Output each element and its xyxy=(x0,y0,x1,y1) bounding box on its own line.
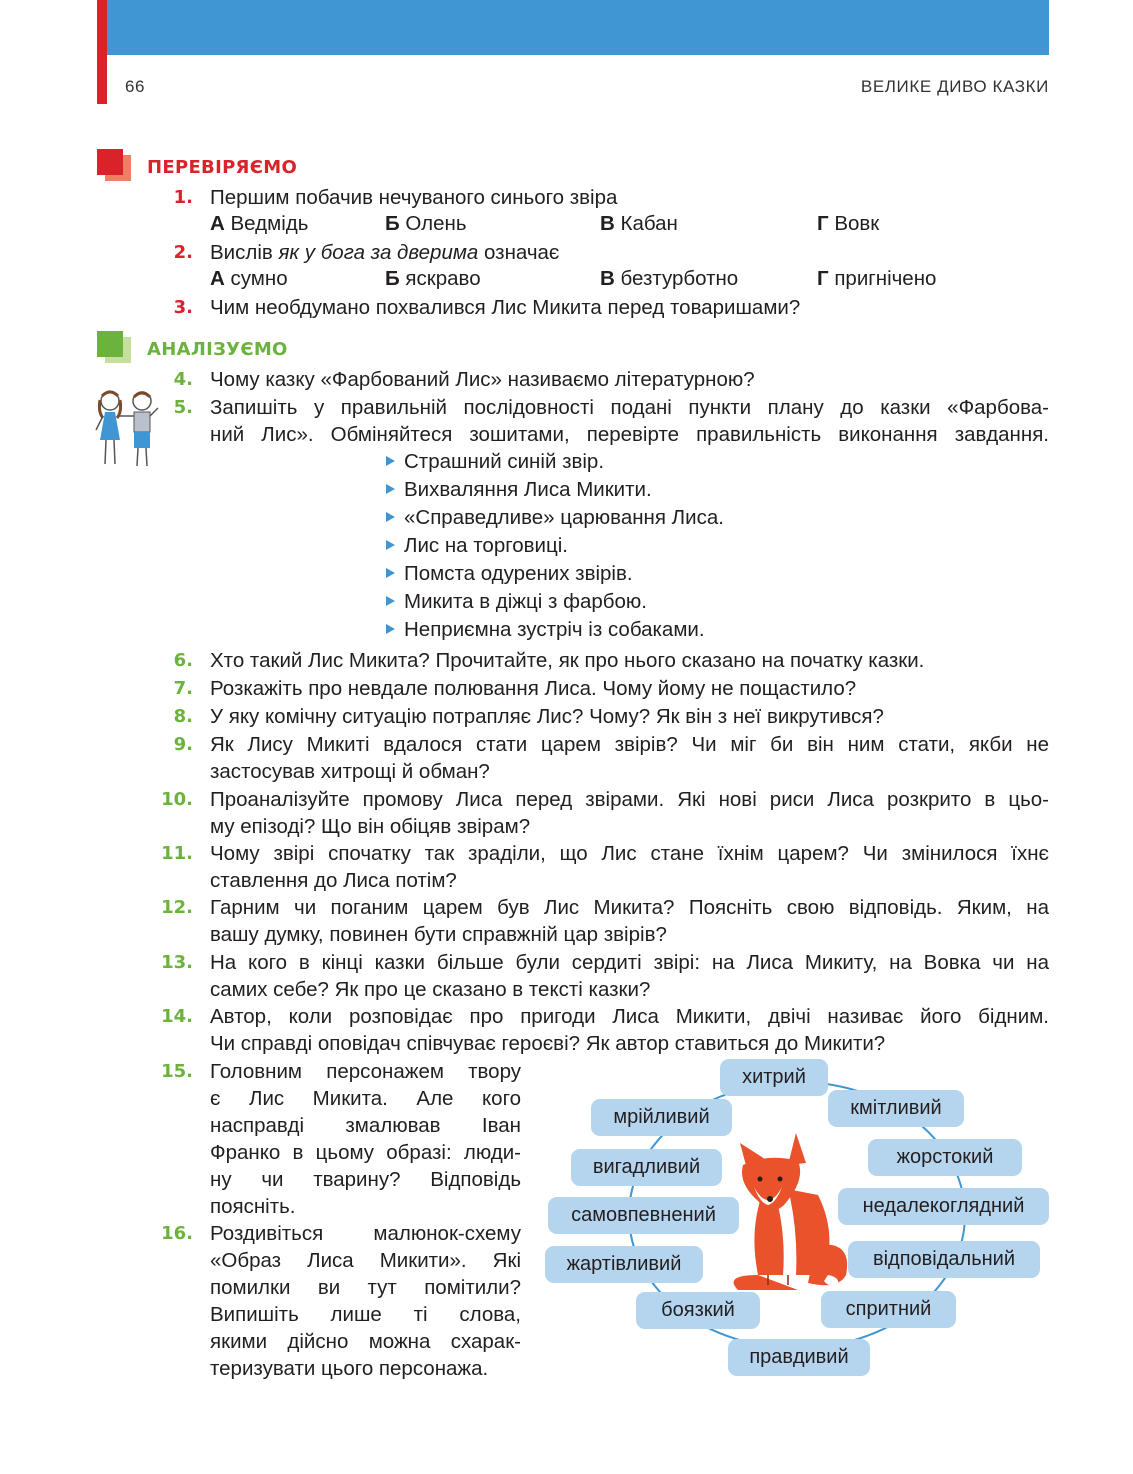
question-text-line: ставлення до Лиса потім? xyxy=(210,869,457,892)
question-number: 14. xyxy=(161,1006,193,1027)
question-text: Чим необдумано похвалився Лис Микита перед товаришами? xyxy=(210,296,801,319)
question-number: 5. xyxy=(173,397,193,418)
plan-item: Страшний синій звір. xyxy=(386,448,604,476)
question-text-line: помилки ви тут помітили? xyxy=(210,1276,521,1299)
section-title-check: ПЕРЕВІРЯЄМО xyxy=(147,157,298,178)
question-number: 10. xyxy=(161,789,193,810)
question-text-line: є Лис Микита. Але кого xyxy=(210,1087,521,1110)
question-text: Першим побачив нечуваного синього звіра xyxy=(210,186,618,209)
trait-word-bubble: спритний xyxy=(821,1291,956,1328)
question-text-line: Чому звірі спочатку так зраділи, що Лис стане їхнім царем? Чи змінилося їхнє xyxy=(210,842,1049,865)
question-number: 13. xyxy=(161,952,193,973)
trait-word-bubble: жорстокий xyxy=(868,1139,1022,1176)
triangle-bullet-icon xyxy=(386,512,395,522)
plan-item: Вихваляння Лиса Микити. xyxy=(386,476,652,504)
answer-option-a: А Ведмідь xyxy=(210,212,309,235)
question-text-line: Роздивіться малюнок-схему xyxy=(210,1222,521,1245)
trait-word-bubble: відповідальний xyxy=(848,1241,1040,1278)
question-text-line: Випишіть лише ті слова, xyxy=(210,1303,521,1326)
answer-option-c: В Кабан xyxy=(600,212,678,235)
question-number: 16. xyxy=(161,1223,193,1244)
plan-item: Помста одурених звірів. xyxy=(386,560,633,588)
triangle-bullet-icon xyxy=(386,456,395,466)
question-text-line: му епізоді? Що він обіцяв звірам? xyxy=(210,815,531,838)
question-number: 11. xyxy=(161,843,193,864)
trait-word-bubble: самовпевнений xyxy=(548,1197,739,1234)
trait-word-bubble: вигадливий xyxy=(571,1149,722,1186)
question-text: Чому казку «Фарбований Лис» називаємо літературною? xyxy=(210,368,755,391)
answer-option-d: Г Вовк xyxy=(817,212,880,235)
question-number: 1. xyxy=(173,187,193,208)
answer-option-b: Б яскраво xyxy=(385,267,481,290)
plan-item: «Справедливе» царювання Лиса. xyxy=(386,504,724,532)
question-text: У яку комічну ситуацію потрапляє Лис? Чому? Як він з неї викрутився? xyxy=(210,705,884,728)
question-text-line: теризувати цього персонажа. xyxy=(210,1357,489,1380)
question-text-line: самих себе? Як про це сказано в тексті казки? xyxy=(210,978,651,1001)
trait-word-bubble: хитрий xyxy=(720,1059,828,1096)
question-text: Хто такий Лис Микита? Прочитайте, як про нього сказано на початку казки. xyxy=(210,649,925,672)
triangle-bullet-icon xyxy=(386,540,395,550)
answer-option-b: Б Олень xyxy=(385,212,467,235)
header-bar xyxy=(97,0,1049,55)
plan-item: Лис на торговиці. xyxy=(386,532,568,560)
triangle-bullet-icon xyxy=(386,484,395,494)
question-number: 7. xyxy=(173,678,193,699)
question-text-line: Франко в цьому образі: люди- xyxy=(210,1141,521,1164)
triangle-bullet-icon xyxy=(386,624,395,634)
question-text-line: поясніть. xyxy=(210,1195,296,1218)
question-number: 4. xyxy=(173,369,193,390)
question-number: 3. xyxy=(173,297,193,318)
triangle-bullet-icon xyxy=(386,596,395,606)
trait-word-bubble: жартівливий xyxy=(545,1246,703,1283)
trait-word-bubble: кмітливий xyxy=(828,1090,964,1127)
question-text-line: Проаналізуйте промову Лиса перед звірами. Які нові риси Лиса розкрито в цьо- xyxy=(210,788,1049,811)
question-text-line: Гарним чи поганим царем був Лис Микита? Поясніть свою відповідь. Яким, на xyxy=(210,896,1049,919)
question-number: 15. xyxy=(161,1061,193,1082)
trait-word-bubble: недалекоглядний xyxy=(838,1188,1049,1225)
question-text: Вислів як у бога за дверима означає xyxy=(210,241,560,264)
header-accent-bar xyxy=(97,0,107,104)
question-number: 8. xyxy=(173,706,193,727)
section-title-analyze: АНАЛІЗУЄМО xyxy=(147,339,288,360)
plan-item: Микита в діжці з фарбою. xyxy=(386,588,647,616)
question-text-line: якими дійсно можна схарак- xyxy=(210,1330,521,1353)
question-text-line: вашу думку, повинен бути справжній цар звірів? xyxy=(210,923,667,946)
question-text-line: Чи справді оповідач співчуває героєві? Як автор ставиться до Микити? xyxy=(210,1032,886,1055)
question-text-line: Головним персонажем твору xyxy=(210,1060,521,1083)
question-text-line: Автор, коли розповідає про пригоди Лиса Микити, двічі називає його бідним. xyxy=(210,1005,1049,1028)
trait-word-bubble: боязкий xyxy=(636,1292,760,1329)
running-title: ВЕЛИКЕ ДИВО КАЗКИ xyxy=(860,77,1049,96)
question-number: 2. xyxy=(173,242,193,263)
question-text-line: Запишіть у правильній послідовності подані пункти плану до казки «Фарбова- xyxy=(210,396,1049,419)
question-text: Розкажіть про невдале полювання Лиса. Чому йому не пощастило? xyxy=(210,677,857,700)
triangle-bullet-icon xyxy=(386,568,395,578)
question-number: 9. xyxy=(173,734,193,755)
question-text-line: На кого в кінці казки більше були сердиті звірі: на Лиса Микиту, на Вовка чи на xyxy=(210,951,1049,974)
question-number: 6. xyxy=(173,650,193,671)
question-text-line: застосував хитрощі й обман? xyxy=(210,760,490,783)
question-text-line: ну чи тварину? Відповідь xyxy=(210,1168,521,1191)
answer-option-d: Г пригнічено xyxy=(817,267,937,290)
question-text-line: «Образ Лиса Микити». Які xyxy=(210,1249,521,1272)
trait-word-bubble: мрійливий xyxy=(591,1099,732,1136)
answer-option-a: А сумно xyxy=(210,267,288,290)
question-number: 12. xyxy=(161,897,193,918)
trait-word-bubble: правдивий xyxy=(728,1339,870,1376)
answer-option-c: В безтурботно xyxy=(600,267,739,290)
question-text-line: насправді змалював Іван xyxy=(210,1114,521,1137)
question-text-line: Як Лису Микиті вдалося стати царем звірів? Чи міг би він ним стати, якби не xyxy=(210,733,1049,756)
question-text-line: ний Лис». Обміняйтеся зошитами, перевірте правильність виконання завдання. xyxy=(210,423,1049,446)
plan-item: Неприємна зустріч із собаками. xyxy=(386,616,705,644)
page-number: 66 xyxy=(125,77,145,96)
